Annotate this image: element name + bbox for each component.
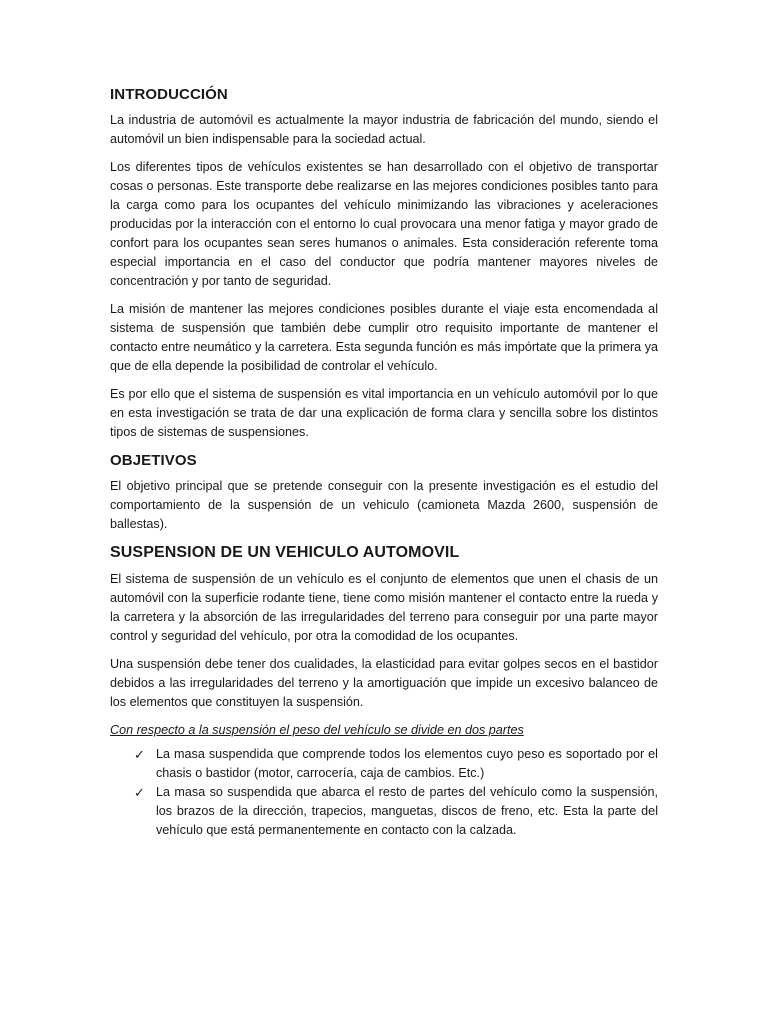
objetivos-paragraph-1: El objetivo principal que se pretende conseguir con la presente investigación es el estudio del comportamiento de la suspensión de un vehiculo (camioneta Mazda 2600, suspensión de ballestas). xyxy=(110,479,658,531)
suspension-heading: SUSPENSION DE UN VEHICULO AUTOMOVIL xyxy=(110,544,460,561)
list-item-text: La masa suspendida que comprende todos los elementos cuyo peso es soportado por el chasis o bastidor (motor, carrocería, caja de cambios. Etc.) xyxy=(156,747,658,780)
objetivos-heading: OBJETIVOS xyxy=(110,452,197,469)
suspension-paragraph-2: Una suspensión debe tener dos cualidades, la elasticidad para evitar golpes secos en el bastidor debidos a las irregularidades del terreno y la amortiguación que impide un excesivo balanceo de los elementos que constituyen la suspensión. xyxy=(110,657,658,709)
suspension-paragraph-1: El sistema de suspensión de un vehículo es el conjunto de elementos que unen el chasis de un automóvil con la superficie rodante tiene, tiene como misión mantener el contacto entre la rueda y la carretera y la absorción de las irregularidades del terreno para conseguir por una parte mayor control y seguridad del vehículo, por otra la comodidad de los ocupantes. xyxy=(110,572,658,643)
list-item-text: La masa so suspendida que abarca el resto de partes del vehículo como la suspensión, los brazos de la dirección, trapecios, manguetas, discos de freno, etc. Esta la parte del vehículo que está permanentemente en contacto con la calzada. xyxy=(156,785,658,837)
intro-heading: INTRODUCCIÓN xyxy=(110,86,228,103)
list-item xyxy=(134,783,658,840)
checkmark-icon: ✓ xyxy=(134,785,145,800)
intro-paragraph-3: La misión de mantener las mejores condiciones posibles durante el viaje esta encomendada al sistema de suspensión que también debe cumplir otro requisito importante de mantener el contacto entre neumático y la carretera. Esta segunda función es más impórtate que la primera ya que de ella depende la posibilidad de controlar el vehículo. xyxy=(110,302,658,373)
weight-division-subheading: Con respecto a la suspensión el peso del vehículo se divide en dos partes xyxy=(110,723,524,737)
checkmark-icon: ✓ xyxy=(134,747,145,762)
intro-paragraph-1: La industria de automóvil es actualmente la mayor industria de fabricación del mundo, siendo el automóvil un bien indispensable para la sociedad actual. xyxy=(110,113,658,146)
intro-paragraph-4: Es por ello que el sistema de suspensión es vital importancia en un vehículo automóvil por lo que en esta investigación se trata de dar una explicación de forma clara y sencilla sobre los distintos tipos de sistemas de suspensiones. xyxy=(110,387,658,439)
intro-paragraph-2: Los diferentes tipos de vehículos existentes se han desarrollado con el objetivo de transportar cosas o personas. Este transporte debe realizarse en las mejores condiciones posibles tanto para la carga como para los ocupantes del vehículo minimizando las vibraciones y aceleraciones producidas por la interacción con el entorno lo cual provocara una menor fatiga y mayor grado de confort para los ocupantes sean seres humanos o animales. Esta consideración referente toma especial importancia en el caso del conductor que podría mantener mayores niveles de concentración y por tanto de seguridad. xyxy=(110,160,658,288)
list-item xyxy=(134,745,658,783)
weight-parts-list xyxy=(134,745,658,840)
